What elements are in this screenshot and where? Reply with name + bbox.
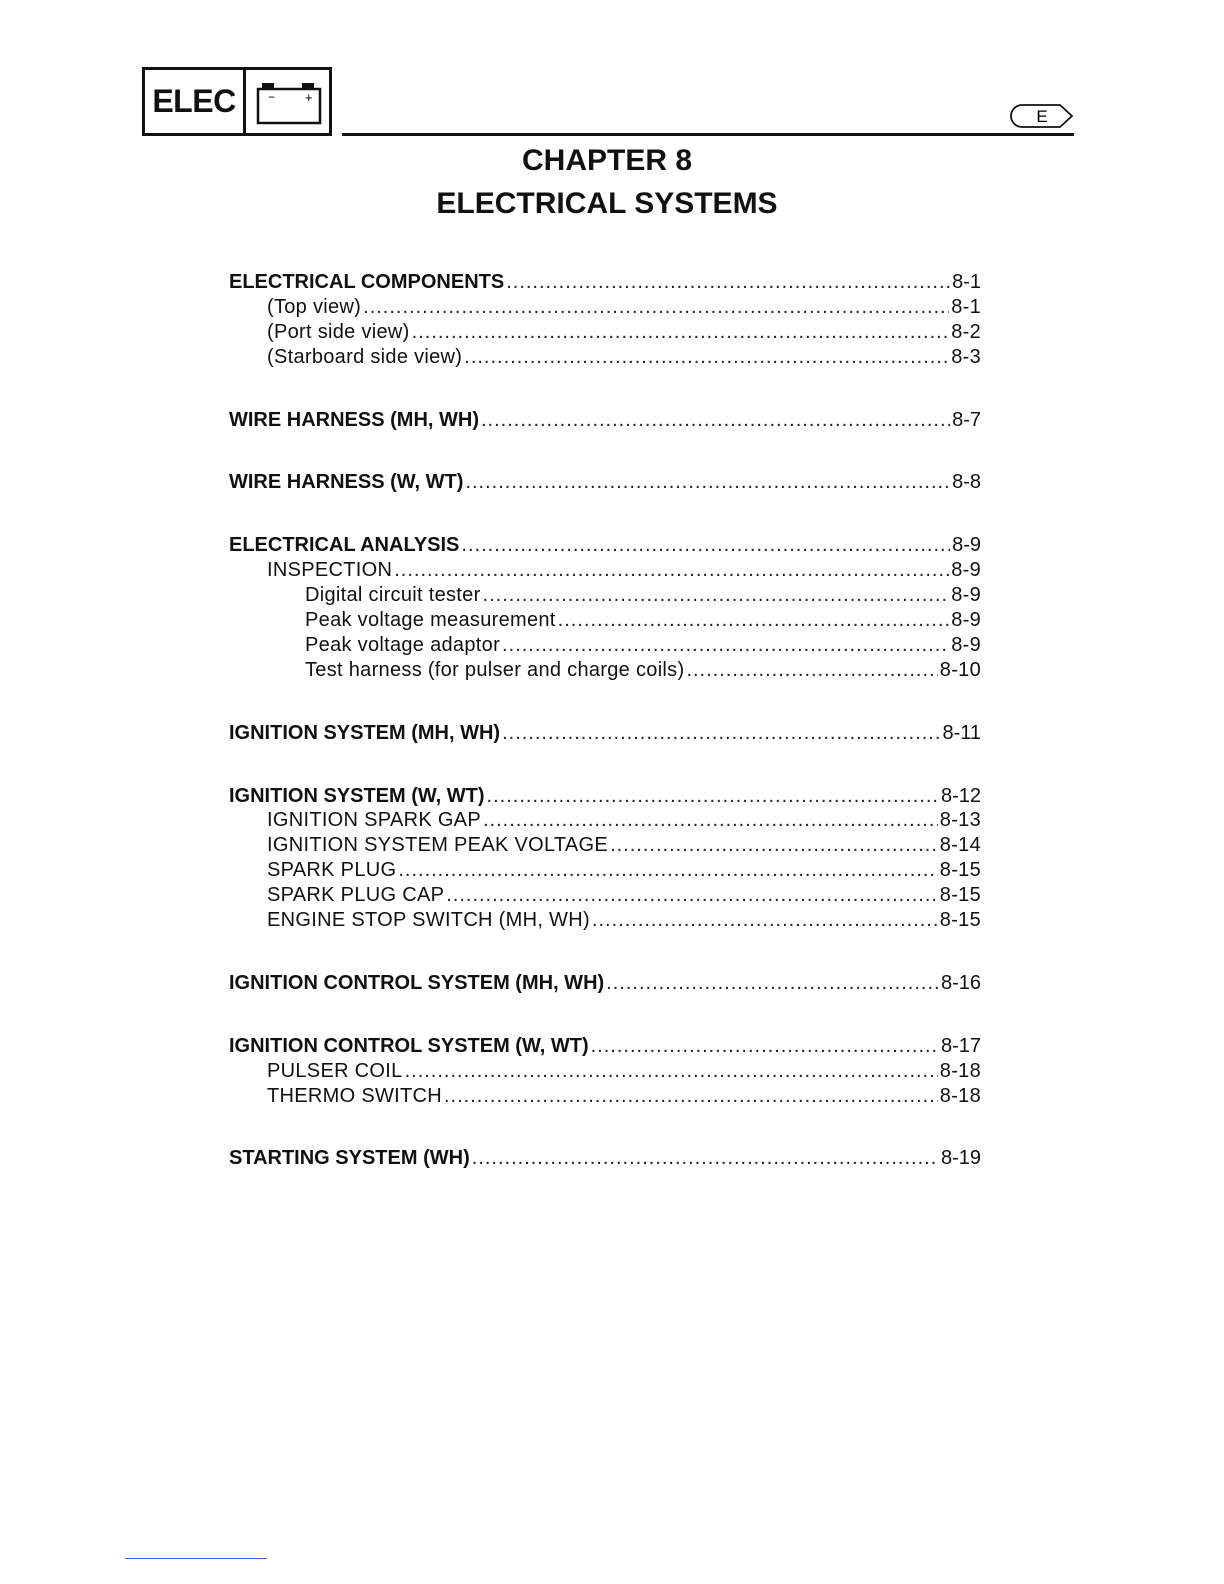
toc-entry-page: 8-11 xyxy=(942,721,981,744)
toc-entry[interactable] xyxy=(229,470,981,495)
toc-leader-dots xyxy=(363,295,949,320)
toc-entry-title: ENGINE STOP SWITCH (MH, WH) xyxy=(267,909,590,932)
toc-entry-title: STARTING SYSTEM (WH) xyxy=(229,1147,470,1170)
bottom-link-rule xyxy=(125,1558,267,1559)
language-badge-text: E xyxy=(1036,107,1048,126)
toc-entry-title: SPARK PLUG xyxy=(267,859,397,882)
toc-leader-dots xyxy=(464,345,949,370)
toc-entry[interactable] xyxy=(229,558,981,583)
toc-entry-title: IGNITION SYSTEM PEAK VOLTAGE xyxy=(267,834,609,857)
toc-entry[interactable] xyxy=(229,533,981,558)
toc-leader-dots xyxy=(610,833,938,858)
toc-entry-title: PULSER COIL xyxy=(267,1059,403,1082)
toc-entry[interactable] xyxy=(229,345,981,370)
toc-entry-title: IGNITION CONTROL SYSTEM (MH, WH) xyxy=(229,971,605,994)
language-badge xyxy=(1010,103,1074,134)
toc-entry[interactable] xyxy=(229,320,981,345)
toc-entry-title: IGNITION CONTROL SYSTEM (W, WT) xyxy=(229,1034,589,1057)
toc-entry[interactable] xyxy=(229,883,981,908)
toc-entry-page: 8-15 xyxy=(939,884,981,907)
toc-entry[interactable] xyxy=(229,1059,981,1084)
toc-entry-page: 8-10 xyxy=(939,658,981,681)
toc-entry[interactable] xyxy=(229,608,981,633)
chapter-number: CHAPTER 8 xyxy=(521,144,693,177)
toc-leader-dots xyxy=(483,583,950,608)
toc-entry[interactable] xyxy=(229,808,981,833)
toc-entry-page: 8-2 xyxy=(951,320,981,343)
toc-entry-title: (Port side view) xyxy=(267,320,410,343)
battery-plus-sign: + xyxy=(304,89,313,105)
toc-entry-page: 8-9 xyxy=(951,584,981,607)
toc-entry-title: Peak voltage measurement xyxy=(305,609,556,632)
section-header-box xyxy=(142,67,332,136)
toc-leader-dots xyxy=(444,1084,938,1109)
toc-entry-page: 8-16 xyxy=(940,971,981,994)
toc-leader-dots xyxy=(398,858,937,883)
toc-entry[interactable] xyxy=(229,1034,981,1059)
toc-entry-page: 8-9 xyxy=(951,559,981,582)
toc-entry[interactable] xyxy=(229,721,981,746)
toc-entry[interactable] xyxy=(229,408,981,433)
toc-leader-dots xyxy=(483,808,938,833)
toc-leader-dots xyxy=(502,633,949,658)
toc-leader-dots xyxy=(606,971,939,996)
toc-entry-page: 8-12 xyxy=(940,784,981,807)
chapter-title: ELECTRICAL SYSTEMS xyxy=(436,187,778,220)
toc-entry-title: Peak voltage adaptor xyxy=(305,633,501,656)
toc-entry[interactable] xyxy=(229,1146,981,1171)
toc-entry-title: (Starboard side view) xyxy=(267,345,463,368)
toc-entry-title: ELECTRICAL ANALYSIS xyxy=(229,534,460,557)
toc-leader-dots xyxy=(405,1059,938,1084)
toc-leader-dots xyxy=(502,721,940,746)
toc-entry-page: 8-9 xyxy=(951,633,981,656)
toc-entry[interactable] xyxy=(229,833,981,858)
toc-entry-page: 8-17 xyxy=(940,1034,981,1057)
toc-leader-dots xyxy=(591,1034,939,1059)
toc-entry-page: 8-18 xyxy=(939,1084,981,1107)
toc-entry-page: 8-3 xyxy=(951,345,981,368)
toc-entry[interactable] xyxy=(229,1084,981,1109)
toc-entry-title: THERMO SWITCH xyxy=(267,1084,442,1107)
toc-entry-title: IGNITION SYSTEM (W, WT) xyxy=(229,784,485,807)
toc-entry[interactable] xyxy=(229,858,981,883)
toc-entry-title: WIRE HARNESS (W, WT) xyxy=(229,471,464,494)
toc-leader-dots xyxy=(686,658,937,683)
toc-entry-page: 8-15 xyxy=(939,909,981,932)
battery-icon xyxy=(246,70,329,133)
toc-entry-title: SPARK PLUG CAP xyxy=(267,884,445,907)
toc-entry-page: 8-8 xyxy=(952,471,981,494)
toc-leader-dots xyxy=(506,270,950,295)
toc-entry-page: 8-7 xyxy=(952,408,981,431)
toc-leader-dots xyxy=(461,533,950,558)
toc-entry-title: Test harness (for pulser and charge coils) xyxy=(305,658,685,681)
toc-entry-page: 8-14 xyxy=(939,834,981,857)
toc-entry-title: WIRE HARNESS (MH, WH) xyxy=(229,408,479,431)
toc-entry-title: IGNITION SYSTEM (MH, WH) xyxy=(229,721,501,744)
toc-entry-page: 8-9 xyxy=(951,609,981,632)
section-label: ELEC xyxy=(145,70,246,133)
toc-entry-page: 8-18 xyxy=(939,1059,981,1082)
toc-leader-dots xyxy=(412,320,950,345)
toc-entry-title: (Top view) xyxy=(267,295,362,318)
toc-leader-dots xyxy=(472,1146,939,1171)
toc-entry-page: 8-19 xyxy=(940,1147,981,1170)
toc-entry-page: 8-13 xyxy=(939,809,981,832)
toc-entry[interactable] xyxy=(229,784,981,809)
toc-entry[interactable] xyxy=(229,270,981,295)
toc-leader-dots xyxy=(487,784,939,809)
toc-leader-dots xyxy=(465,470,950,495)
toc-entry-page: 8-1 xyxy=(952,271,981,293)
toc-entry[interactable] xyxy=(229,908,981,933)
toc-leader-dots xyxy=(394,558,949,583)
toc-entry-title: IGNITION SPARK GAP xyxy=(267,809,481,832)
toc-entry[interactable] xyxy=(229,295,981,320)
toc-entry-page: 8-1 xyxy=(951,295,981,318)
header-rule xyxy=(342,133,1074,136)
toc-leader-dots xyxy=(481,408,950,433)
battery-minus-sign: − xyxy=(267,89,275,104)
toc-entry[interactable] xyxy=(229,971,981,996)
toc-entry-title: INSPECTION xyxy=(267,559,393,582)
toc-leader-dots xyxy=(592,908,938,933)
toc-leader-dots xyxy=(558,608,950,633)
table-of-contents xyxy=(229,270,981,1171)
toc-entry-page: 8-15 xyxy=(939,859,981,882)
toc-entry-page: 8-9 xyxy=(952,534,981,557)
toc-entry-title: Digital circuit tester xyxy=(305,584,481,607)
toc-entry[interactable] xyxy=(229,583,981,608)
toc-leader-dots xyxy=(446,883,938,908)
toc-entry-title: ELECTRICAL COMPONENTS xyxy=(229,271,505,293)
toc-entry[interactable] xyxy=(229,633,981,658)
toc-entry[interactable] xyxy=(229,658,981,683)
